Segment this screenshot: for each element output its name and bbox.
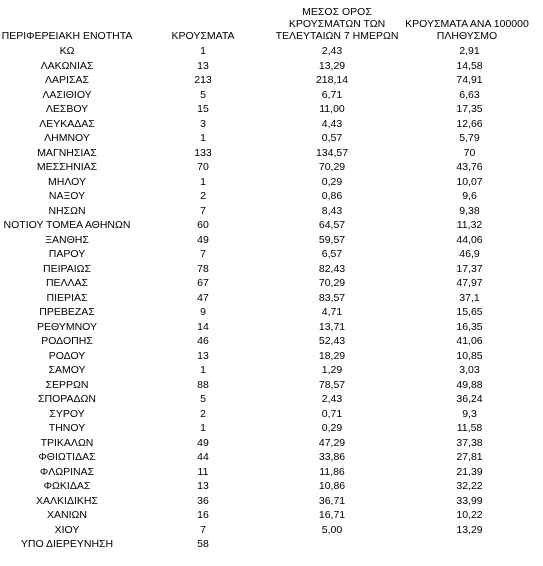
cell-cases: 2 xyxy=(200,190,206,202)
spacer-cell xyxy=(134,378,160,393)
cell-per100k: 11,58 xyxy=(456,422,483,434)
spacer-cell xyxy=(134,305,160,320)
cell-avg7: 4,43 xyxy=(321,117,343,130)
cell-region: ΥΠΟ ΔΙΕΡΕΥΝΗΣΗ xyxy=(20,538,114,550)
cell-avg7: 134,57 xyxy=(315,146,349,159)
spacer-cell xyxy=(134,59,160,74)
spacer-cell xyxy=(246,334,268,349)
cell-region: ΠΡΕΒΕΖΑΣ xyxy=(39,306,95,318)
cell-avg7: 78,57 xyxy=(318,378,346,391)
cell-cases: 13 xyxy=(197,480,209,492)
cell-per100k: 17,35 xyxy=(456,103,483,115)
cell-avg7: 18,29 xyxy=(318,349,346,362)
spacer-cell xyxy=(246,233,268,248)
cell-avg7: 2,43 xyxy=(321,393,343,405)
table-row xyxy=(0,320,543,335)
spacer-cell xyxy=(246,465,268,480)
table-header xyxy=(0,0,543,44)
table-row xyxy=(0,59,543,74)
spacer-cell xyxy=(246,59,268,74)
cell-avg7: 33,86 xyxy=(318,451,346,463)
cell-cases: 44 xyxy=(197,451,209,463)
cell-avg7: 52,43 xyxy=(318,335,346,347)
table-row xyxy=(0,73,543,88)
cell-avg7: 47,29 xyxy=(318,436,346,449)
cell-per100k: 6,63 xyxy=(459,88,480,101)
cell-avg7: 1,29 xyxy=(321,364,343,376)
spacer-cell xyxy=(246,218,268,233)
cell-per100k: 37,38 xyxy=(456,436,483,449)
table-row xyxy=(0,305,543,320)
cell-region: ΛΕΥΚΑΔΑΣ xyxy=(39,117,95,130)
cell-region: ΞΑΝΘΗΣ xyxy=(45,233,89,246)
table-row xyxy=(0,436,543,451)
cell-per100k: 36,24 xyxy=(456,393,483,405)
cell-per100k: 2,91 xyxy=(459,45,480,57)
cell-avg7: 0,86 xyxy=(321,190,343,202)
table-row xyxy=(0,450,543,465)
cell-region: ΦΛΩΡΙΝΑΣ xyxy=(39,465,95,478)
table-row xyxy=(0,276,543,291)
cell-per100k: 70 xyxy=(463,146,476,159)
cell-per100k: 43,76 xyxy=(456,161,483,173)
spacer-cell xyxy=(134,117,160,132)
spacer-cell xyxy=(134,291,160,306)
spacer-cell xyxy=(246,407,268,422)
cell-per100k: 10,22 xyxy=(456,509,483,521)
spacer-cell xyxy=(134,146,160,161)
cell-avg7: 59,57 xyxy=(318,233,346,246)
spacer-cell xyxy=(246,349,268,364)
spacer-cell xyxy=(246,537,268,552)
cell-avg7: 83,57 xyxy=(318,291,346,304)
cell-region: ΠΙΕΡΙΑΣ xyxy=(46,291,88,304)
cell-per100k: 47,97 xyxy=(456,277,483,289)
cell-avg7: 70,29 xyxy=(318,277,346,289)
spacer-cell xyxy=(246,305,268,320)
header-per100k: ΚΡΟΥΣΜΑΤΑ ΑΝΑ 100000 ΠΛΗΘΥΣΜΟ xyxy=(405,18,529,42)
cell-region: ΦΘΙΩΤΙΔΑΣ xyxy=(38,451,96,463)
table-row xyxy=(0,204,543,219)
table-row xyxy=(0,160,543,175)
cell-per100k: 16,35 xyxy=(456,320,483,333)
cell-cases: 133 xyxy=(194,146,212,159)
cell-region: ΧΑΝΙΩΝ xyxy=(47,509,87,521)
cell-avg7: 0,29 xyxy=(321,175,343,188)
cell-region: ΣΑΜΟΥ xyxy=(48,364,86,376)
cases-table xyxy=(0,44,543,552)
table-row xyxy=(0,334,543,349)
cell-per100k: 41,06 xyxy=(456,335,483,347)
spacer-cell xyxy=(246,378,268,393)
cell-per100k: 10,07 xyxy=(456,175,483,188)
spacer-cell xyxy=(134,233,160,248)
spacer-cell xyxy=(246,175,268,190)
table-row xyxy=(0,523,543,538)
table-body xyxy=(0,44,543,552)
table-row xyxy=(0,392,543,407)
table-row xyxy=(0,494,543,509)
table-row xyxy=(0,465,543,480)
spacer-cell xyxy=(246,73,268,88)
cell-per100k: 37,1 xyxy=(459,291,480,304)
table-row xyxy=(0,218,543,233)
table-row xyxy=(0,537,543,552)
table-row xyxy=(0,88,543,103)
cell-cases: 60 xyxy=(197,219,209,231)
cell-region: ΠΕΙΡΑΙΩΣ xyxy=(43,262,91,275)
header-region: ΠΕΡΙΦΕΡΕΙΑΚΗ ΕΝΟΤΗΤΑ xyxy=(1,30,133,42)
spacer-cell xyxy=(134,436,160,451)
cell-cases: 13 xyxy=(197,59,209,72)
cell-cases: 46 xyxy=(197,335,209,347)
spacer-cell xyxy=(246,146,268,161)
cell-cases: 15 xyxy=(197,103,209,115)
table-row xyxy=(0,291,543,306)
cell-cases: 7 xyxy=(200,204,206,217)
spacer-cell xyxy=(246,131,268,146)
cell-region: ΜΗΛΟΥ xyxy=(48,175,86,188)
cell-cases: 11 xyxy=(197,465,209,478)
cell-region: ΝΑΞΟΥ xyxy=(48,190,86,202)
cell-per100k: 9,3 xyxy=(462,407,477,420)
cell-per100k: 12,66 xyxy=(456,117,483,130)
spacer-cell xyxy=(246,88,268,103)
spacer-cell xyxy=(246,117,268,132)
cell-cases: 67 xyxy=(197,277,209,289)
table-row xyxy=(0,262,543,277)
spacer-cell xyxy=(134,131,160,146)
cell-avg7: 82,43 xyxy=(318,262,346,275)
cell-region: ΝΟΤΙΟΥ ΤΟΜΕΑ ΑΘΗΝΩΝ xyxy=(3,219,131,231)
cell-region: ΜΑΓΝΗΣΙΑΣ xyxy=(37,146,97,159)
table-row xyxy=(0,189,543,204)
cell-region: ΧΙΟΥ xyxy=(54,523,80,536)
spacer-cell xyxy=(246,363,268,378)
cell-per100k: 44,06 xyxy=(456,233,483,246)
cell-cases: 5 xyxy=(200,88,206,101)
spacer-cell xyxy=(134,407,160,422)
cell-cases: 13 xyxy=(197,349,209,362)
cell-cases: 78 xyxy=(197,262,209,275)
cell-region: ΛΗΜΝΟΥ xyxy=(44,132,90,144)
table-row xyxy=(0,44,543,59)
cell-per100k: 9,38 xyxy=(459,204,480,217)
spacer-cell xyxy=(134,523,160,538)
spacer-cell xyxy=(246,189,268,204)
cell-region: ΚΩ xyxy=(59,45,75,57)
cell-per100k: 21,39 xyxy=(456,465,483,478)
spacer-cell xyxy=(246,160,268,175)
spacer-cell xyxy=(134,508,160,523)
table-row xyxy=(0,363,543,378)
cell-avg7: 0,71 xyxy=(321,407,343,420)
spacer-cell xyxy=(246,494,268,509)
spacer-cell xyxy=(134,175,160,190)
spacer-cell xyxy=(134,349,160,364)
cell-cases: 1 xyxy=(200,422,206,434)
cell-avg7: 13,71 xyxy=(318,320,346,333)
cell-avg7: 13,29 xyxy=(318,59,346,72)
spacer-cell xyxy=(246,508,268,523)
spacer-cell xyxy=(246,44,268,59)
cell-per100k: 46,9 xyxy=(459,248,480,260)
spacer-cell xyxy=(134,537,160,552)
cell-cases: 213 xyxy=(194,74,212,86)
cell-cases: 70 xyxy=(197,161,209,173)
cell-avg7: 5,00 xyxy=(321,523,343,536)
spacer-cell xyxy=(246,102,268,117)
table-row xyxy=(0,421,543,436)
cell-per100k: 27,81 xyxy=(456,451,483,463)
cell-cases: 9 xyxy=(200,306,206,318)
spacer-cell xyxy=(134,73,160,88)
spacer-cell xyxy=(134,465,160,480)
cell-per100k: 3,03 xyxy=(459,364,480,376)
cell-per100k: 14,58 xyxy=(456,59,483,72)
cell-cases: 1 xyxy=(200,175,206,188)
cell-cases: 3 xyxy=(200,117,206,130)
cell-avg7: 0,57 xyxy=(321,132,343,144)
cell-per100k: 13,29 xyxy=(456,523,483,536)
spacer-cell xyxy=(246,450,268,465)
cell-region: ΜΕΣΣΗΝΙΑΣ xyxy=(36,161,98,173)
cell-avg7: 11,00 xyxy=(319,103,345,115)
cell-cases: 5 xyxy=(200,393,206,405)
spacer-cell xyxy=(134,44,160,59)
cell-avg7: 8,43 xyxy=(321,204,343,217)
header-avg7: ΜΕΣΟΣ ΟΡΟΣ ΚΡΟΥΣΜΑΤΩΝ ΤΩΝ ΤΕΛΕΥΤΑΙΩΝ 7 ΗΜΕΡΩΝ xyxy=(275,6,399,42)
cell-avg7: 11,86 xyxy=(319,465,345,478)
spacer-cell xyxy=(246,276,268,291)
table-row xyxy=(0,378,543,393)
spacer-cell xyxy=(134,479,160,494)
spacer-cell xyxy=(246,392,268,407)
cell-avg7 xyxy=(268,537,396,552)
spacer-cell xyxy=(134,88,160,103)
cell-region: ΣΕΡΡΩΝ xyxy=(45,378,89,391)
cell-region: ΡΕΘΥΜΝΟΥ xyxy=(36,320,97,333)
cell-avg7: 4,71 xyxy=(321,306,343,318)
cell-region: ΝΗΣΩΝ xyxy=(48,204,86,217)
cell-per100k: 33,99 xyxy=(456,494,483,507)
cell-region: ΤΡΙΚΑΛΩΝ xyxy=(40,436,94,449)
cell-cases: 88 xyxy=(197,378,209,391)
spacer-cell xyxy=(246,479,268,494)
spacer-cell xyxy=(134,160,160,175)
spacer-cell xyxy=(134,392,160,407)
table-row xyxy=(0,508,543,523)
cell-per100k: 32,22 xyxy=(456,480,483,492)
table-row xyxy=(0,407,543,422)
spacer-cell xyxy=(134,494,160,509)
header-cases: ΚΡΟΥΣΜΑΤΑ xyxy=(171,30,235,42)
table-row xyxy=(0,146,543,161)
table-row xyxy=(0,175,543,190)
cell-per100k: 15,65 xyxy=(456,306,483,318)
spacer-cell xyxy=(246,523,268,538)
table-row xyxy=(0,117,543,132)
cell-region: ΠΕΛΛΑΣ xyxy=(45,277,89,289)
cell-region: ΦΩΚΙΔΑΣ xyxy=(43,480,91,492)
cell-cases: 16 xyxy=(197,509,209,521)
cell-per100k: 9,6 xyxy=(462,190,477,202)
cell-avg7: 2,43 xyxy=(321,45,343,57)
spacer-cell xyxy=(134,450,160,465)
table-row xyxy=(0,247,543,262)
spacer-cell xyxy=(246,204,268,219)
cell-cases: 1 xyxy=(200,364,206,376)
cell-cases: 2 xyxy=(200,407,206,420)
table-row xyxy=(0,102,543,117)
spacer-cell xyxy=(134,189,160,204)
cell-avg7: 10,86 xyxy=(318,480,346,492)
spacer-cell xyxy=(134,262,160,277)
cell-cases: 49 xyxy=(197,233,209,246)
spacer-cell xyxy=(134,204,160,219)
cell-cases: 47 xyxy=(197,291,209,304)
table-row xyxy=(0,479,543,494)
cell-avg7: 218,14 xyxy=(315,74,349,86)
spacer-cell xyxy=(134,363,160,378)
cell-avg7: 36,71 xyxy=(318,494,346,507)
cell-avg7: 0,29 xyxy=(321,422,343,434)
table-row xyxy=(0,233,543,248)
spacer-cell xyxy=(246,247,268,262)
cell-cases: 7 xyxy=(200,248,206,260)
spacer-cell xyxy=(246,291,268,306)
cell-cases: 58 xyxy=(197,538,209,550)
spacer-cell xyxy=(246,262,268,277)
spacer-cell xyxy=(134,247,160,262)
cell-cases: 1 xyxy=(200,132,206,144)
spacer-cell xyxy=(134,421,160,436)
spacer-cell xyxy=(134,276,160,291)
spacer-cell xyxy=(134,218,160,233)
cell-region: ΠΑΡΟΥ xyxy=(48,248,86,260)
cell-avg7: 6,57 xyxy=(321,248,343,260)
cell-cases: 1 xyxy=(200,45,206,57)
cell-per100k: 5,79 xyxy=(459,132,480,144)
cell-cases: 14 xyxy=(197,320,209,333)
cell-region: ΡΟΔΟΥ xyxy=(48,349,86,362)
cell-cases: 36 xyxy=(197,494,209,507)
cell-per100k xyxy=(396,537,543,552)
cell-avg7: 6,71 xyxy=(321,88,343,101)
table-row xyxy=(0,131,543,146)
cell-avg7: 70,29 xyxy=(318,161,346,173)
cell-per100k: 49,88 xyxy=(456,378,483,391)
cell-region: ΤΗΝΟΥ xyxy=(48,422,86,434)
cell-per100k: 74,91 xyxy=(456,74,483,86)
cell-region: ΣΥΡΟΥ xyxy=(49,407,85,420)
cell-per100k: 11,32 xyxy=(456,219,483,231)
spacer-cell xyxy=(134,102,160,117)
cell-region: ΡΟΔΟΠΗΣ xyxy=(41,335,93,347)
spacer-cell xyxy=(246,421,268,436)
table-row xyxy=(0,349,543,364)
cell-region: ΛΑΡΙΣΑΣ xyxy=(45,74,89,86)
cell-per100k: 10,85 xyxy=(456,349,483,362)
spacer-cell xyxy=(246,320,268,335)
cell-per100k: 17,37 xyxy=(456,262,483,275)
cell-region: ΧΑΛΚΙΔΙΚΗΣ xyxy=(36,494,98,507)
cell-region: ΣΠΟΡΑΔΩΝ xyxy=(38,393,96,405)
spacer-cell xyxy=(134,320,160,335)
spacer-cell xyxy=(134,334,160,349)
cell-region: ΛΑΣΙΘΙΟΥ xyxy=(42,88,92,101)
cell-cases: 7 xyxy=(200,523,206,536)
spacer-cell xyxy=(246,436,268,451)
cell-region: ΛΑΚΩΝΙΑΣ xyxy=(40,59,94,72)
cell-avg7: 64,57 xyxy=(318,219,346,231)
cell-cases: 49 xyxy=(197,436,209,449)
cell-region: ΛΕΣΒΟΥ xyxy=(45,103,89,115)
cell-avg7: 16,71 xyxy=(318,509,346,521)
